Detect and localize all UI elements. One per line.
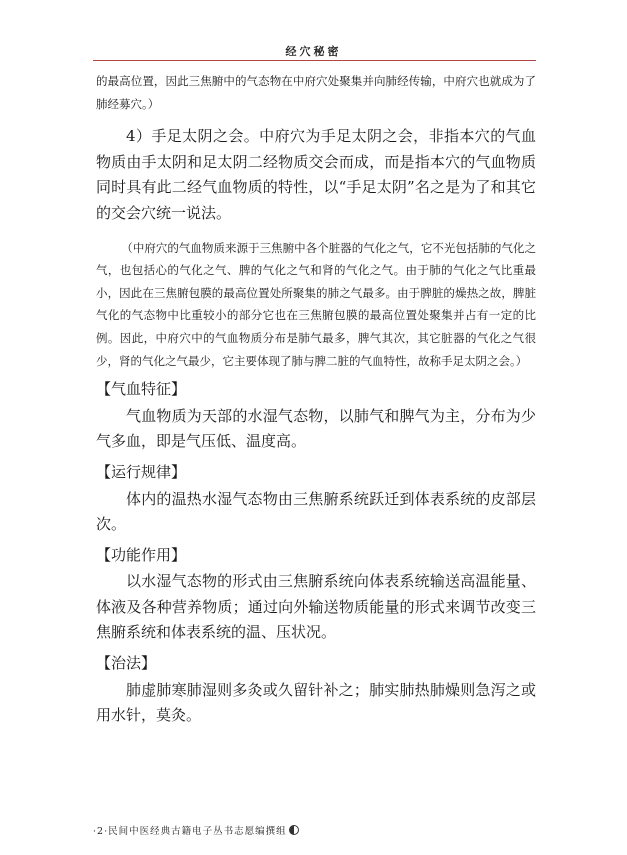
note-continuation: 的最高位置，因此三焦腑中的气态物在中府穴处聚集并向肺经传输，中府穴也就成为了肺经募穴。） — [96, 74, 536, 111]
section-heading-zhifa: 【治法】 — [96, 654, 157, 673]
section-heading-qixue: 【气血特征】 — [96, 380, 187, 399]
page-content — [96, 70, 536, 729]
section-text-zhifa: 肺虚肺寒肺湿则多灸或久留针补之；肺实肺热肺燥则急泻之或用水针，莫灸。 — [96, 680, 536, 725]
paragraph-point-4: 4）手足太阴之会。中府穴为手足太阴之会，非指本穴的气血物质由手太阴和足太阴二经物质交会而成，而是指本穴的气血物质同时具有此二经气血物质的特性，以“手足太阴”名之是为了和其它的交会穴统一说法。 — [96, 127, 536, 222]
note-point-4: （中府穴的气血物质来源于三焦腑中各个脏器的气化之气，它不光包括肺的气化之气，也包括心的气化之气、脾的气化之气和肾的气化之气。由于肺的气化之气比重最小，因此在三焦腑包膜的最高位置处所聚集的肺之气最多。由于脾脏的燥热之故，脾脏气化的气态物中比重较小的部分它也在三焦腑包膜的最高位置处聚集并占有一定的比例。因此，中府穴中的气血物质分布是肺气最多，脾气其次，其它脏器的气化之气很少，肾的气化之气最少，它主要体现了肺与脾二脏的气血特性，故称手足太阴之会。） — [96, 240, 536, 368]
header-rule — [93, 60, 536, 61]
footer-text: ·2·民间中医经典古籍电子丛书志愿编撰组 — [93, 826, 287, 837]
page-footer — [93, 823, 393, 837]
section-text-gongneng: 以水湿气态物的形式由三焦腑系统向体表系统输送高温能量、体液及各种营养物质；通过向外输送物质能量的形式来调节改变三焦腑系统和体表系统的温、压状况。 — [96, 572, 536, 642]
running-header-title: 经穴秘密 — [285, 45, 342, 58]
section-heading-gongneng: 【功能作用】 — [96, 545, 187, 564]
section-text-qixue: 气血物质为天部的水湿气态物，以肺气和脾气为主，分布为少气多血，即是气压低、温度高。 — [96, 406, 536, 451]
half-circle-icon — [289, 825, 299, 835]
section-heading-yunxing: 【运行规律】 — [96, 462, 187, 481]
section-text-yunxing: 体内的温热水湿气态物由三焦腑系统跃迁到体表系统的皮部层次。 — [96, 489, 536, 534]
